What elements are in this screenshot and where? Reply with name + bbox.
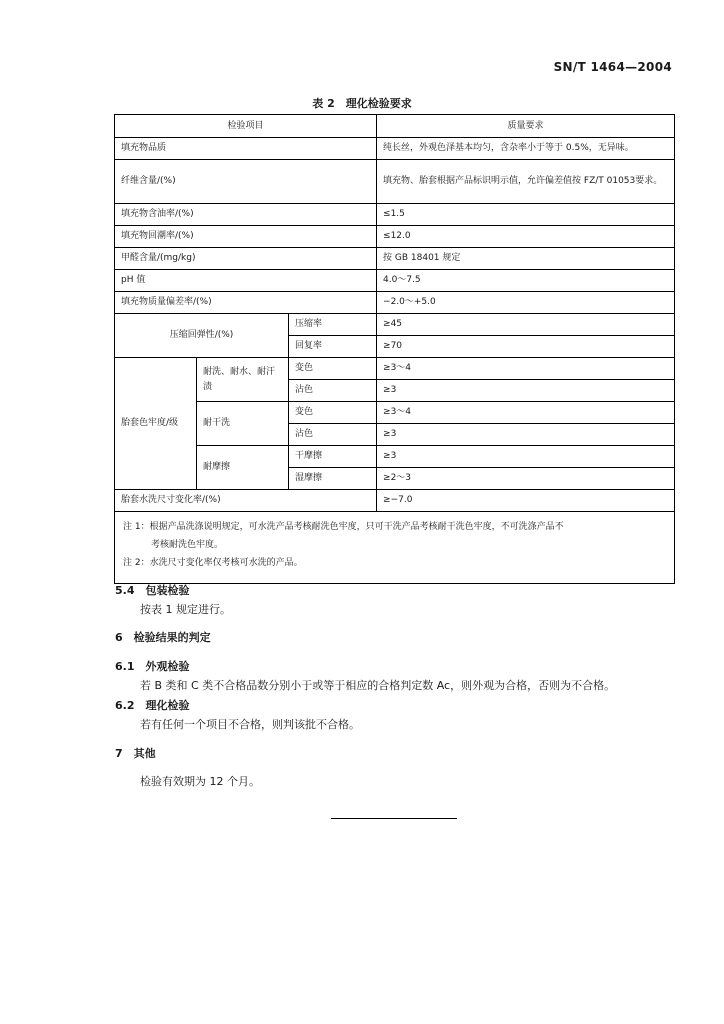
table-row [115, 292, 675, 314]
row-requirement: ≤12.0 [377, 226, 675, 248]
standard-code: SN/T 1464—2004 [553, 60, 672, 74]
column-header-requirement: 质量要求 [377, 115, 675, 138]
table-row [115, 446, 675, 468]
sub-item: 压缩率 [289, 314, 377, 336]
table-row [115, 204, 675, 226]
table-title: 表 2 理化检验要求 [312, 97, 412, 110]
row-requirement: ≥3 [377, 380, 675, 402]
note-2: 注 2：水洗尺寸变化率仅考核可水洗的产品。 [123, 558, 303, 568]
section-5-4-title: 5.4 包装检验 [115, 584, 190, 597]
table-notes [115, 512, 675, 584]
row-requirement: ≥3 [377, 424, 675, 446]
row-requirement: ≥45 [377, 314, 675, 336]
section-6-2-title: 6.2 理化检验 [115, 699, 190, 712]
row-requirement: 4.0～7.5 [377, 270, 675, 292]
column-header-item: 检验项目 [115, 115, 377, 138]
row-item: 胎套水洗尺寸变化率/(%) [115, 490, 377, 512]
colorfastness-group: 耐摩擦 [197, 446, 289, 490]
end-rule [331, 818, 457, 819]
sub-item: 沾色 [289, 424, 377, 446]
sub-item: 干摩擦 [289, 446, 377, 468]
colorfastness-group: 耐洗、耐水、耐汗渍 [197, 358, 289, 402]
row-requirement: ≤1.5 [377, 204, 675, 226]
row-requirement: 填充物、胎套根据产品标识明示值，允许偏差值按 FZ/T 01053要求。 [377, 160, 675, 204]
row-item: pH 值 [115, 270, 377, 292]
row-requirement: 纯长丝，外观色泽基本均匀，含杂率小于等于 0.5%，无异味。 [377, 138, 675, 160]
table-row [115, 270, 675, 292]
row-item: 填充物品质 [115, 138, 377, 160]
row-item: 填充物含油率/(%) [115, 204, 377, 226]
sub-item: 变色 [289, 402, 377, 424]
colorfastness-group: 耐干洗 [197, 402, 289, 446]
note-1: 注 1：根据产品洗涤说明规定，可水洗产品考核耐洗色牢度，只可干洗产品考核耐干洗色牢度，不可洗涤产品不 [123, 522, 564, 532]
row-requirement: −2.0～+5.0 [377, 292, 675, 314]
colorfastness-label: 胎套色牢度/级 [115, 358, 197, 490]
table-row [115, 402, 675, 424]
sub-item: 湿摩擦 [289, 468, 377, 490]
section-6-1-title: 6.1 外观检验 [115, 660, 190, 673]
row-requirement: ≥−7.0 [377, 490, 675, 512]
table-row [115, 314, 675, 336]
row-requirement: ≥70 [377, 336, 675, 358]
table-row [115, 226, 675, 248]
table-notes-row [115, 512, 675, 584]
sub-item: 沾色 [289, 380, 377, 402]
compression-label: 压缩回弹性/(%) [115, 314, 289, 358]
row-item: 甲醛含量/(mg/kg) [115, 248, 377, 270]
row-item: 填充物回潮率/(%) [115, 226, 377, 248]
section-7-title: 7 其他 [115, 747, 156, 760]
row-item: 纤维含量/(%) [115, 160, 377, 204]
table-row [115, 138, 675, 160]
table-row [115, 358, 675, 380]
section-6-title: 6 检验结果的判定 [115, 631, 211, 644]
table-row [115, 248, 675, 270]
row-requirement: 按 GB 18401 规定 [377, 248, 675, 270]
sub-item: 回复率 [289, 336, 377, 358]
section-5-4-body: 按表 1 规定进行。 [140, 603, 231, 616]
requirements-table [114, 114, 675, 584]
row-requirement: ≥2～3 [377, 468, 675, 490]
row-requirement: ≥3 [377, 446, 675, 468]
section-7-body: 检验有效期为 12 个月。 [140, 775, 260, 788]
table-header-row [115, 115, 675, 138]
note-1-continued: 考核耐洗色牢度。 [151, 540, 224, 550]
section-6-1-body: 若 B 类和 C 类不合格品数分别小于或等于相应的合格判定数 Ac，则外观为合格，否则为不合格。 [140, 679, 616, 692]
row-requirement: ≥3～4 [377, 402, 675, 424]
table-row [115, 160, 675, 204]
row-requirement: ≥3～4 [377, 358, 675, 380]
table-row [115, 490, 675, 512]
section-6-2-body: 若有任何一个项目不合格，则判该批不合格。 [140, 718, 360, 731]
row-item: 填充物质量偏差率/(%) [115, 292, 377, 314]
sub-item: 变色 [289, 358, 377, 380]
